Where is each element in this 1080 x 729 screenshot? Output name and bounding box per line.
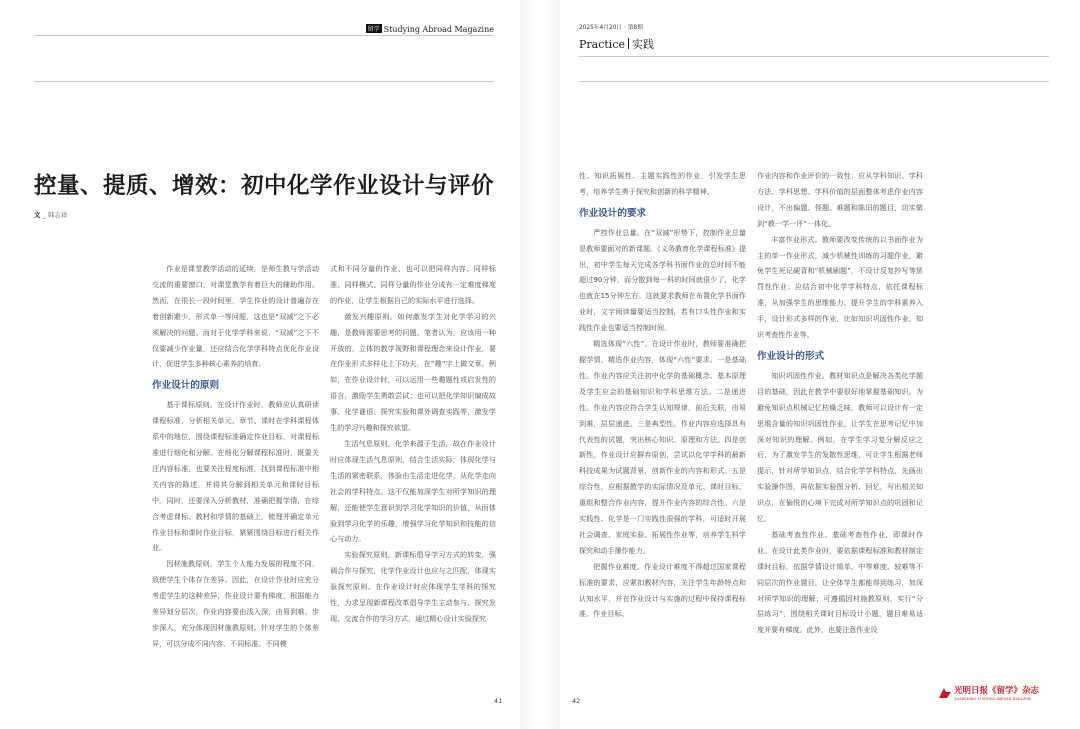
- book-gutter: [520, 0, 560, 729]
- intro-paragraph: 作业是课堂教学活动的延续，是师生教与学活动交流的重要窗口，对课堂教学有着巨大的辅助作用。然而，在很长一段时间里，学生作业的设计普遍存在着创新避少、形式单一等问题，这也是“双减”之下必须解决的问题。而对于化学学科来说，“双减”之下不仅要减少作业量，还应结合化学学科特点优化作业设计，促进学生多种核心素养的培育。: [152, 264, 319, 369]
- header-rule-top-right: [579, 56, 1049, 57]
- magazine-header: [300, 24, 494, 34]
- paragraph-life-principle: 生活气息原则。化学来源于生活，故在作业设计时应体现生活气息原则，结合生活实际，体现化学与生活的紧密联系，体验由生活走进化学，从化学走向社会的学科特点。这不仅能加深学生对所学知识的理解，还能使学生意识到学习化学知识的价值，从而体验到学习化学的乐趣，增强学习化学知识和技能的信心与动力。: [330, 438, 496, 544]
- magazine-logo-name: 光明日报《留学》杂志: [954, 686, 1040, 696]
- author-separator: _: [40, 211, 48, 219]
- section-label-divider: [628, 38, 629, 49]
- left-page: [0, 0, 520, 729]
- header-rule-bottom-right: [579, 81, 1049, 82]
- magazine-logo-mark: 留学: [367, 26, 380, 33]
- paragraph-curriculum-principle: 基于课标原则。在设计作业时，教师应认真研读课程标准，分析相关单元、章节、课时在学科课程体系中的地位，围绕课程标准确定作业目标，对课程标准进行细化和分解。在细化分解课程标准时，既要关注内容标准，也要关注程度标准，找到课程标准中相关内容的陈述，并将其分解到相关单元和课时目标中。同时，还要深入分析教材，准确把握学情，在综合考虑课标、教材和学情的基础上，梳理并确定单元作业目标和课时作业目标，紧紧围绕目标进行相关作业。: [152, 400, 319, 553]
- paragraph-continuation: 式和不同分量的作业，也可以把同样内容、同样标准、同样模式、同样分量的作业分成有一定难度梯度的作业，让学生根据自己的实际水平进行选择。: [330, 264, 496, 305]
- section-label-en: Practice: [579, 38, 625, 51]
- author-name: 韩志祥: [47, 211, 68, 219]
- magazine-name: Studying Abroad Magazine: [383, 25, 494, 34]
- left-column-1: [152, 261, 319, 686]
- paragraph-six-properties: 精选体现“六性”。在设计作业时，教师要准确把握学情，精选作业内容，体现“六性”要求。一是基础性。作业内容应关注初中化学的基础概念、基本原理及学生应会的基础知识和学科思维方法。二是递进性。作业内容应符合学生认知规律，前后关联，由易到难，层层递进。三是典型性。作业内容应选择具有代表性的试题，突出核心知识、原理和方法。四是创新性。作业设计应摒弃原创，尝试以化学学科的最新科技成果为试题背景，创新作业的内容和形式。五是综合性，应根据教学的实际情况及单元、课时目标，重组和整合作业内容，提升作业内容的综合性。六是实践性。化学是一门实践性很强的学科，可适时开展社会调查、家庭实验、拓展性作业等，培养学生科学探究和动手操作能力。: [579, 339, 746, 555]
- section-heading-requirements: 作业设计的要求: [579, 207, 647, 219]
- paragraph-knowledge-consolidation: 知识巩固性作业。教材知识点是解决各类化学题目的基础，因此在教学中要很好地掌握基础知识。为避免知识点机械记忆枯燥乏味，教师可以设计有一定思维含量的知识巩固性作业，让学生在思考记忆中加深对知识的理解。例如，在学生学习复分解反应之后，为了激发学生的发散性思维，可让学生根据老师提示，针对所学知识点，结合化学学科特点，先画出实验操作图，再依据实验图分析、回忆，写出相关知识点，在愉悦的心境下完成对所学知识点的巩固和记忆。: [757, 370, 923, 524]
- paragraph-experiment-principle: 实验探究原则。新课标倡导学习方式的转变，强调合作与探究，化学作业设计也应与之匹配，体现实验探究原则。在作业设计时应体现学生学科的探究性，力求呈现新课程改革倡导学生主动参与、探究发现、交流合作的学习方式，通过精心设计实验探究: [330, 550, 496, 623]
- section-label: [579, 36, 654, 52]
- paragraph-continuation-right: 性、知识拓展性、主题实践性的作业，引发学生思考，培养学生勇于探究和创新的科学精神。: [579, 171, 746, 196]
- paragraph-rich-forms: 丰富作业形式。教师要改变传统的以书面作业为主的单一作业形式，减少机械性训练的习题作业，避免学生死记硬背和“机械刷题”，不设计反复抄写等惩罚性作业；应结合初中化学学科特点，依托课程标准，从加强学生的思维能力、提升学生的学科素养入手，设计形式多样的作业，比如知识巩固性作业、知识考查性作业等。: [757, 234, 923, 340]
- page-number-right: 42: [572, 697, 581, 705]
- author-prefix: 文: [34, 211, 41, 219]
- magazine-logo-subtitle: GUANGMING STUDYING ABROAD MAGAZINE: [954, 697, 1032, 701]
- header-rule-top: [34, 35, 494, 36]
- paragraph-difficulty: 把握作业难度。作业设计难度不得超过国家课程标准的要求，应紧扣教材内容，关注学生年龄特点和认知水平，并在作业设计与实施的过程中保持课程标准、作业目标、: [579, 561, 746, 619]
- article-title: 控量、提质、增效：初中化学作业设计与评价: [34, 173, 495, 199]
- right-column-2: [757, 168, 923, 686]
- right-page: [560, 0, 1080, 729]
- author-byline: [34, 210, 67, 219]
- left-column-2: [330, 261, 496, 686]
- paragraph-control-amount: 严控作业总量。在“双减”形势下，控制作业总量是教师要面对的新课题。《义务教育化学课程标准》提出，初中学生每天完成各学科书面作业的总时间不能超过90分钟，而分散到每一科的时间就很少了，化学也就在15分钟左右。这就要求教师在布置化学书面作业时，文字阅读量要适当控制，若有口头性作业和实践性作业也要适当控制时间。: [579, 227, 746, 333]
- page-number-left: 41: [494, 697, 503, 705]
- paragraph-continuation-right-2: 作业内容和作业评价的一致性；应从学科知识、学科方法、学科思想、学科价值的层面整体考虑作业内容设计，不出偏题、怪题、难题和陈旧的题目，切实做到“教一学一评”一体化。: [757, 171, 923, 228]
- paragraph-basic-assessment: 基础考查性作业。基础考查性作业，即课时作业。在设计此类作业时，要依据课程标准和教材制定课时目标，依据学情设计简单、中等难度、较难等不同层次的作业题目，让全体学生都能得到练习，加深对所学知识的理解；可遵循因材施教原则，实行“分层练习”，围绕相关课时目标设计小题，题目难易适度并要有梯度。此外，也要注意作业设: [757, 529, 923, 635]
- issue-date: 2025年4月20日 · 第8期: [579, 25, 644, 31]
- header-rule-bottom: [34, 81, 494, 82]
- magazine-logo-icon: [938, 686, 952, 700]
- section-label-cn: 实践: [632, 38, 654, 51]
- section-heading-forms: 作业设计的形式: [757, 350, 825, 362]
- right-column-1: [579, 168, 746, 686]
- paragraph-individualized-principle: 因材施教原则。学生个人能力发展的程度不同，致使学生个体存在差异。因此，在设计作业时应充分考虑学生的这种差异，作业设计要有梯度，根据能力差异划分层次，作业内容要由浅入深，由易到难、步步深入，充分体现因材施教原则。针对学生的个体差异，可以分成不同内容、不同标准、不同模: [152, 559, 319, 648]
- section-heading-principles: 作业设计的原则: [152, 380, 220, 392]
- magazine-logo: [938, 684, 1058, 706]
- paragraph-interest-principle: 激发兴趣原则。如何激发学生对化学学习的兴趣，是教师需要思考的问题。笔者认为，应该用一种开放的、立体的教学视野和课程理念来设计作业，要在作业形式多样化上下功夫，在“趣”字上做文章。例如，在作业设计时，可以运用一些趣题性或启发性的语言，激励学生勇敢尝试；也可以把化学知识编成故事、化学谜语、探究实验和课外调查实践等，激发学生的学习兴趣和探究欲望。: [330, 311, 496, 433]
